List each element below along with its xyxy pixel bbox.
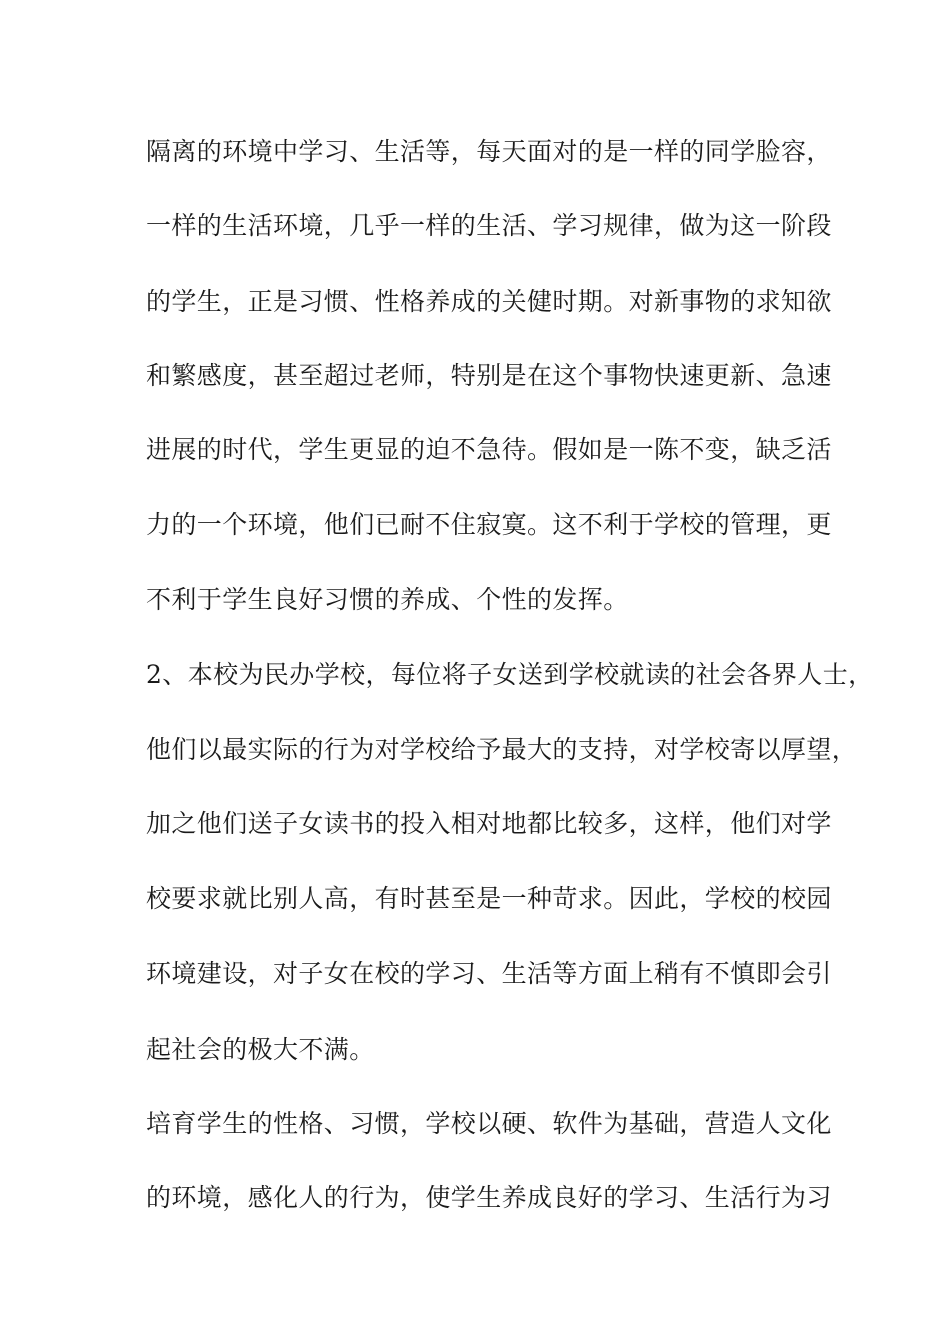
text-line-1: 隔离的环境中学习、生活等，每天面对的是一样的同学脸容， — [146, 137, 832, 166]
text-line-10: 加之他们送子女读书的投入相对地都比较多，这样，他们对学 — [146, 809, 832, 838]
text-line-8: 2、本校为民办学校，每位将子女送到学校就读的社会各界人士， — [146, 660, 874, 689]
text-line-15: 的环境，感化人的行为，使学生养成良好的学习、生活行为习 — [146, 1183, 832, 1212]
text-line-13: 起社会的极大不满。 — [146, 1035, 375, 1064]
text-line-12: 环境建设，对子女在校的学习、生活等方面上稍有不慎即会引 — [146, 959, 832, 988]
text-line-3: 的学生，正是习惯、性格养成的关健时期。对新事物的求知欲 — [146, 287, 832, 316]
text-line-7: 不利于学生良好习惯的养成、个性的发挥。 — [146, 585, 629, 614]
text-line-9: 他们以最实际的行为对学校给予最大的支持，对学校寄以厚望， — [146, 735, 858, 764]
text-line-6: 力的一个环境，他们已耐不住寂寞。这不利于学校的管理，更 — [146, 510, 832, 539]
text-line-5: 进展的时代，学生更显的迫不急待。假如是一陈不变，缺乏活 — [146, 435, 832, 464]
text-line-11: 校要求就比别人高，有时甚至是一种苛求。因此，学校的校园 — [146, 884, 832, 913]
text-line-2: 一样的生活环境，几乎一样的生活、学习规律，做为这一阶段 — [146, 211, 832, 240]
text-line-14: 培育学生的性格、习惯，学校以硬、软件为基础，营造人文化 — [146, 1109, 832, 1138]
text-line-4: 和繁感度，甚至超过老师，特别是在这个事物快速更新、急速 — [146, 361, 832, 390]
